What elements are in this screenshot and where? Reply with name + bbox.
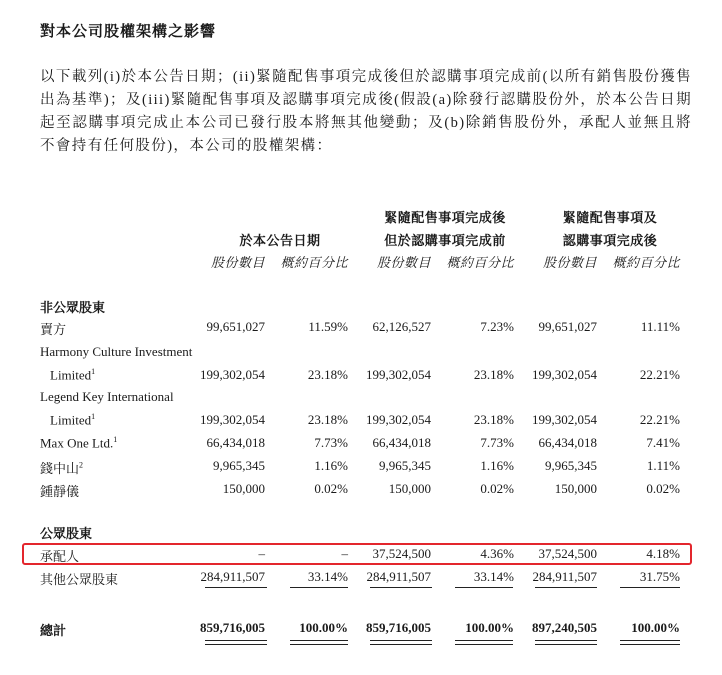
cell: 7.73%: [480, 435, 514, 450]
cell: 62,126,527: [372, 319, 431, 334]
section-heading: 對本公司股權架構之影響: [40, 24, 217, 40]
col-group2-line2: 但於認購事項完成前: [384, 233, 506, 248]
cell: 1.11%: [646, 458, 680, 473]
cell: 37,524,500: [372, 546, 431, 561]
cell: 99,651,027: [538, 319, 597, 334]
total-double-rule: [205, 644, 267, 645]
cell: 199,302,054: [200, 412, 265, 427]
cell: 199,302,054: [366, 412, 431, 427]
row-label-cont: Limited$^1$: [50, 412, 96, 428]
total-cell: 100.00%: [631, 620, 680, 635]
cell: 0.02%: [314, 481, 348, 496]
cell: 33.14%: [473, 569, 514, 584]
cell: 284,911,507: [366, 569, 431, 584]
section-non-public: 非公眾股東: [40, 300, 106, 315]
cell: 11.59%: [308, 319, 348, 334]
cell: 7.41%: [646, 435, 680, 450]
row-label: 其他公眾股東: [40, 572, 119, 587]
total-label: 總計: [40, 623, 67, 638]
subtotal-rule: [620, 587, 680, 588]
cell: 99,651,027: [206, 319, 265, 334]
col-group3-line2: 認購事項完成後: [562, 233, 658, 248]
cell: 4.18%: [646, 546, 680, 561]
subtotal-rule: [205, 587, 267, 588]
cell: 66,434,018: [372, 435, 431, 450]
total-cell: 859,716,005: [366, 620, 431, 635]
subtotal-rule: [455, 587, 513, 588]
total-double-rule: [370, 644, 432, 645]
total-double-rule: [535, 644, 597, 645]
row-label-cont: Limited$^1$: [50, 367, 96, 383]
total-double-rule: [290, 640, 348, 641]
cell: 199,302,054: [366, 367, 431, 382]
cell: 0.02%: [480, 481, 514, 496]
cell: –: [341, 546, 348, 561]
cell: –: [258, 546, 265, 561]
cell: 11.11%: [640, 319, 680, 334]
cell: 9,965,345: [545, 458, 597, 473]
total-double-rule: [205, 640, 267, 641]
sub-percent-2: 概約百分比: [446, 255, 514, 270]
row-label: 賣方: [40, 322, 67, 337]
row-label: 錢中山$^2$: [40, 460, 84, 476]
sub-percent-1: 概約百分比: [280, 255, 348, 270]
total-double-rule: [620, 640, 680, 641]
row-label: Max One Ltd.$^1$: [40, 435, 118, 451]
cell: 7.23%: [480, 319, 514, 334]
col-group3-line1: 緊隨配售事項及: [562, 210, 658, 225]
cell: 23.18%: [307, 412, 348, 427]
cell: 284,911,507: [200, 569, 265, 584]
cell: 31.75%: [639, 569, 680, 584]
total-cell: 100.00%: [465, 620, 514, 635]
total-double-rule: [620, 644, 680, 645]
cell: 150,000: [554, 481, 597, 496]
cell: 9,965,345: [379, 458, 431, 473]
row-label: 承配人: [40, 549, 80, 564]
sub-shares-3: 股份數目: [542, 255, 597, 270]
total-double-rule: [455, 640, 513, 641]
subtotal-rule: [535, 587, 597, 588]
cell: 150,000: [388, 481, 431, 496]
total-double-rule: [370, 640, 432, 641]
sub-shares-2: 股份數目: [376, 255, 431, 270]
cell: 66,434,018: [538, 435, 597, 450]
cell: 23.18%: [473, 367, 514, 382]
cell: 199,302,054: [532, 412, 597, 427]
cell: 0.02%: [646, 481, 680, 496]
cell: 199,302,054: [200, 367, 265, 382]
row-label: 鍾靜儀: [40, 484, 80, 499]
cell: 1.16%: [314, 458, 348, 473]
sub-shares-1: 股份數目: [210, 255, 265, 270]
col-group1-line2: 於本公告日期: [239, 233, 321, 248]
total-cell: 100.00%: [299, 620, 348, 635]
cell: 284,911,507: [532, 569, 597, 584]
total-cell: 859,716,005: [200, 620, 265, 635]
cell: 37,524,500: [538, 546, 597, 561]
subtotal-rule: [370, 587, 432, 588]
total-double-rule: [535, 640, 597, 641]
total-double-rule: [455, 644, 513, 645]
total-double-rule: [290, 644, 348, 645]
row-label: Legend Key International: [40, 389, 174, 404]
intro-paragraph: 以下載列(i)於本公告日期；(ii)緊隨配售事項完成後但於認購事項完成前(以所有銷售股份獲售出為基準)；及(iii)緊隨配售事項及認購事項完成後(假設(a)除發行認購股份外，於本公告日期起至認購事項完成止本公司已發行股本將無其他變動；及(b)除銷售股份外，承配人並無且將不會持有任何股份)，本公司的股權架構：: [40, 69, 692, 154]
row-label: Harmony Culture Investment: [40, 344, 193, 359]
cell: 22.21%: [639, 412, 680, 427]
cell: 22.21%: [639, 367, 680, 382]
total-cell: 897,240,505: [532, 620, 597, 635]
subtotal-rule: [290, 587, 348, 588]
cell: 33.14%: [307, 569, 348, 584]
sub-percent-3: 概約百分比: [612, 255, 680, 270]
cell: 150,000: [222, 481, 265, 496]
section-public: 公眾股東: [40, 526, 93, 541]
cell: 66,434,018: [206, 435, 265, 450]
cell: 1.16%: [480, 458, 514, 473]
cell: 199,302,054: [532, 367, 597, 382]
cell: 23.18%: [473, 412, 514, 427]
col-group2-line1: 緊隨配售事項完成後: [384, 210, 506, 225]
cell: 7.73%: [314, 435, 348, 450]
cell: 23.18%: [307, 367, 348, 382]
cell: 9,965,345: [213, 458, 265, 473]
cell: 4.36%: [480, 546, 514, 561]
